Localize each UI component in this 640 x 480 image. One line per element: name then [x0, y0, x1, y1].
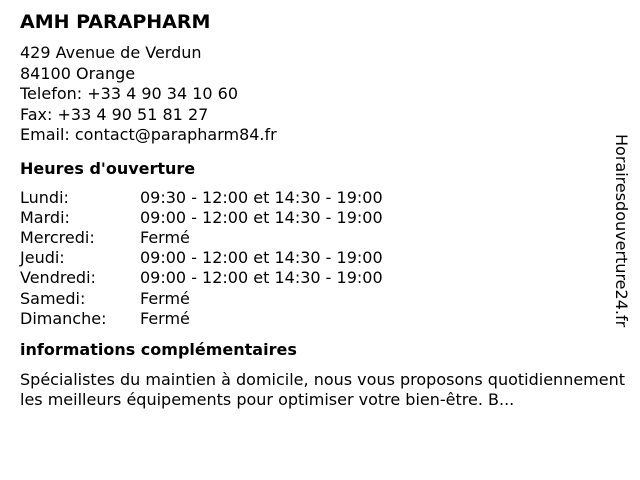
day-label: Vendredi: [20, 268, 96, 288]
day-label: Jeudi: [20, 248, 65, 268]
street-address: 429 Avenue de Verdun [20, 43, 202, 62]
city-line: 84100 Orange [20, 63, 136, 83]
business-name: AMH PARAPHARM [20, 11, 211, 33]
day-hours: Fermé [140, 288, 190, 308]
hours-heading: Heures d'ouverture [20, 158, 196, 178]
phone-line: Telefon: +33 4 90 34 10 60 [20, 84, 239, 103]
hours-row-lundi [20, 188, 620, 208]
day-hours: Fermé [140, 308, 190, 328]
hours-row-dimanche [20, 309, 620, 329]
fax-line: Fax: +33 4 90 51 81 27 [20, 104, 209, 124]
day-label: Lundi: [20, 187, 69, 207]
day-label: Samedi: [20, 288, 86, 308]
day-hours: 09:00 - 12:00 et 14:30 - 19:00 [140, 268, 383, 288]
email-line: Email: contact@parapharm84.fr [20, 125, 277, 144]
day-label: Dimanche: [20, 308, 107, 328]
hours-row-mardi [20, 208, 620, 228]
day-hours: 09:00 - 12:00 et 14:30 - 19:00 [140, 207, 383, 227]
day-label: Mercredi: [20, 227, 95, 247]
site-watermark: Horairesdouverture24.fr [612, 134, 631, 328]
day-hours: 09:30 - 12:00 et 14:30 - 19:00 [140, 187, 383, 207]
day-hours: 09:00 - 12:00 et 14:30 - 19:00 [140, 248, 383, 268]
hours-row-jeudi [20, 248, 620, 268]
info-description: Spécialistes du maintien à domicile, nous vous proposons quotidiennement les meilleurs équipements pour optimiser votre bien-être. B... [20, 369, 626, 410]
day-hours: Fermé [140, 227, 190, 247]
day-label: Mardi: [20, 207, 70, 227]
hours-table [20, 188, 620, 329]
hours-row-vendredi [20, 268, 620, 288]
hours-row-mercredi [20, 228, 620, 248]
hours-row-samedi [20, 289, 620, 309]
contact-block [20, 43, 620, 146]
info-heading: informations complémentaires [20, 339, 297, 359]
